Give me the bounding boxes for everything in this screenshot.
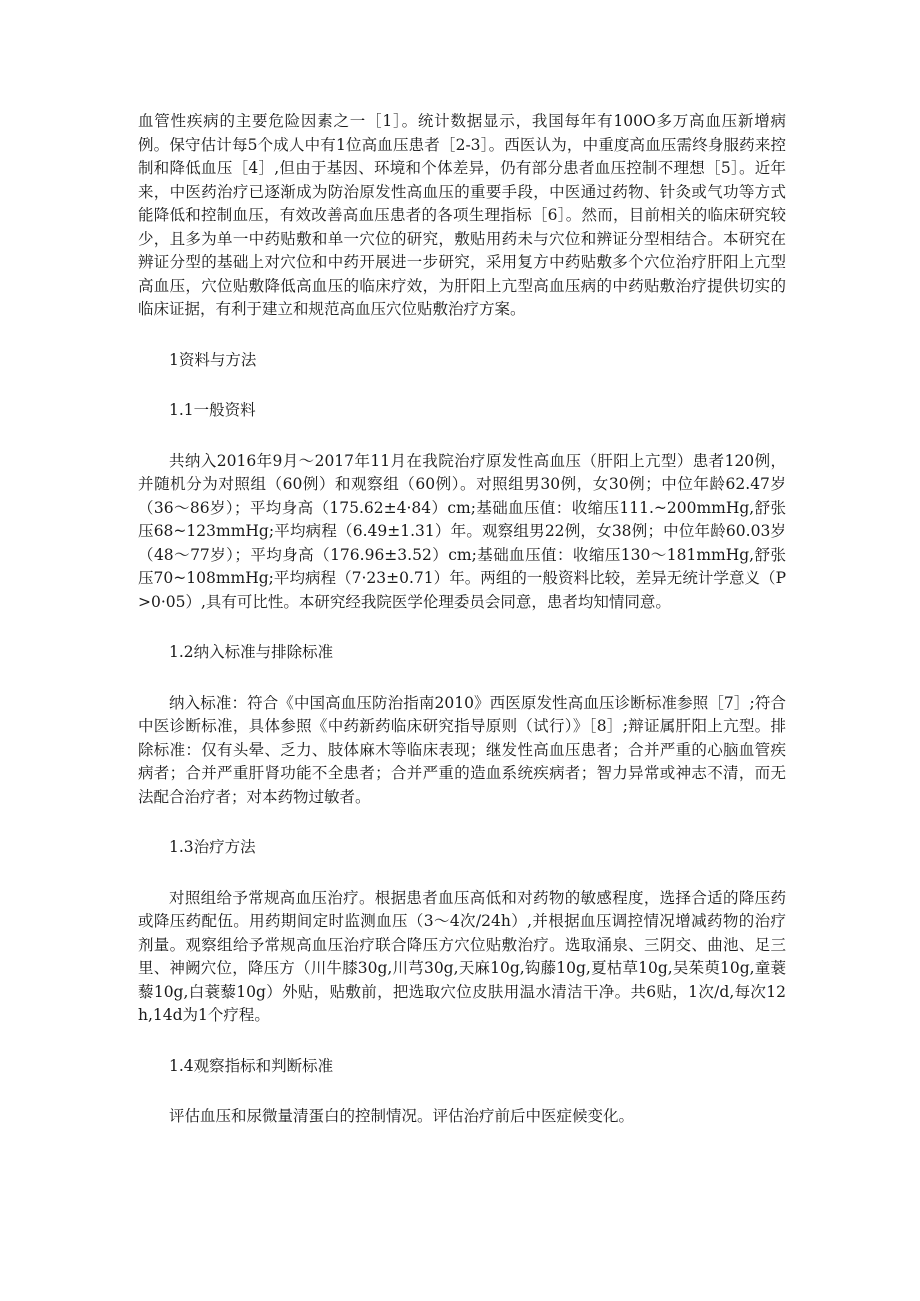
section-1-4-heading: 1.4观察指标和判断标准 (169, 1056, 334, 1075)
section-1-heading: 1资料与方法 (169, 350, 257, 369)
section-1-1-body: 共纳入2016年9月～2017年11月在我院治疗原发性高血压（肝阳上亢型）患者120例，并随机分为对照组（60例）和观察组（60例）。对照组男30例，女30例；中位年龄62.47岁（36～86岁）；平均身高（175.62±4·84）cm;基础血压值：收缩压111.~200mmHg,舒张压68~123mmHg;平均病程（6.49±1.31）年。观察组男22例，女38例；中位年龄60.03岁（48～77岁）；平均身高（176.96±3.52）cm;基础血压值：收缩压130～181mmHg,舒张压70~108mmHg;平均病程（7·23±0.71）年。两组的一般资料比较，差异无统计学意义（P>0·05）,具有可比性。本研究经我院医学伦理委员会同意，患者均知情同意。 (138, 451, 786, 611)
section-1-2-body: 纳入标准：符合《中国高血压防治指南2010》西医原发性高血压诊断标准参照［7］;符合中医诊断标准，具体参照《中药新药临床研究指导原则（试行）》［8］;辩证属肝阳上亢型。排除标准：仅有头晕、乏力、肢体麻木等临床表现；继发性高血压患者；合并严重的心脑血管疾病者；合并严重肝肾功能不全患者；合并严重的造血系统疾病者；智力异常或神志不清，而无法配合治疗者；对本药物过敏者。 (138, 693, 786, 806)
section-1-2-heading: 1.2纳入标准与排除标准 (169, 643, 334, 661)
section-1-3-body: 对照组给予常规高血压治疗。根据患者血压高低和对药物的敏感程度，选择合适的降压药或降压药配伍。用药期间定时监测血压（3～4次/24h）,并根据血压调控情况增减药物的治疗剂量。观察组给予常规高血压治疗联合降压方穴位贴敷治疗。选取涌泉、三阴交、曲池、足三里、神阙穴位，降压方（川牛膝30g,川芎30g,天麻10g,钩藤10g,夏枯草10g,吴茱萸10g,童蓑藜10g,白蓑藜10g）外贴，贴敷前，把选取穴位皮肤用温水清洁干净。共6贴，1次/d,每次12h,14d为1个疗程。 (138, 888, 786, 1024)
intro-paragraph: 血管性疾病的主要危险因素之一［1］。统计数据显示，我国每年有100O多万高血压新增病例。保守估计每5个成人中有1位高血压患者［2-3］。西医认为，中重度高血压需终身服药来控制和降低血压［4］,但由于基因、环境和个体差异，仍有部分患者血压控制不理想［5］。近年来，中医药治疗已逐渐成为防治原发性高血压的重要手段，中医通过药物、针灸或气功等方式能降低和控制血压，有效改善高血压患者的各项生理指标［6］。然而，目前相关的临床研究较少，且多为单一中药贴敷和单一穴位的研究，敷贴用药未与穴位和辨证分型相结合。本研究在辨证分型的基础上对穴位和中药开展进一步研究，采用复方中药贴敷多个穴位治疗肝阳上亢型高血压，穴位贴敷降低高血压的临床疗效，为肝阳上亢型高血压病的中药贴敷治疗提供切实的临床证据，有利于建立和规范高血压穴位贴敷治疗方案。 (138, 112, 786, 318)
document-page (138, 110, 786, 1129)
section-1-4-body: 评估血压和尿微量清蛋白的控制情况。评估治疗前后中医症候变化。 (169, 1107, 635, 1125)
section-1-1-heading: 1.1一般资料 (169, 401, 256, 419)
section-1-3-heading: 1.3治疗方法 (169, 838, 256, 856)
